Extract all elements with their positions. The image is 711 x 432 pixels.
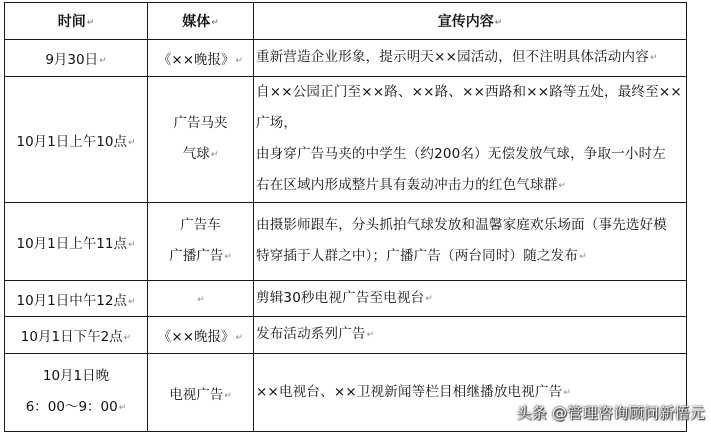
content-cell: 剪辑30秒电视广告至电视台↵: [254, 281, 687, 317]
table-row: [5, 203, 687, 281]
header-media: 媒体↵: [148, 3, 254, 40]
time-cell: 10月1日中午12点↵: [5, 281, 148, 317]
media-cell: 《××晚报》↵: [148, 317, 254, 354]
time-cell: 10月1日上午10点↵: [5, 77, 148, 203]
table-row: [5, 281, 687, 317]
media-cell: 广告车 广播广告↵: [148, 203, 254, 281]
media-cell: ↵: [148, 281, 254, 317]
content-cell: 自××公园正门至××路、××路、××西路和××路等五处，最终至××广场， 由身穿广告马夹的中学生（约200名）无偿发放气球，争取一小时左 右在区域内形成整片具有轰动冲击力的红色气球群↵: [254, 77, 687, 203]
header-content: 宣传内容↵: [254, 3, 687, 40]
content-cell: ××电视台、××卫视新闻等栏目相继播放电视广告↵: [254, 354, 687, 432]
time-cell: 9月30日↵: [5, 40, 148, 77]
content-cell: 重新营造企业形象，提示明天××园活动，但不注明具体活动内容↵: [254, 40, 687, 77]
media-cell: 《××晚报》↵: [148, 40, 254, 77]
promotion-schedule-table: [4, 2, 687, 432]
table-row: [5, 40, 687, 77]
content-cell: 发布活动系列广告↵: [254, 317, 687, 354]
header-time: 时间↵: [5, 3, 148, 40]
table-header-row: [5, 3, 687, 40]
watermark-text: 头条 @管理咨询顾问新悟元: [516, 404, 705, 422]
time-cell: 10月1日上午11点↵: [5, 203, 148, 281]
media-cell: 电视广告↵: [148, 354, 254, 432]
time-cell: 10月1日下午2点↵: [5, 317, 148, 354]
media-cell: 广告马夹 气球↵: [148, 77, 254, 203]
table-row: [5, 77, 687, 203]
content-cell: 由摄影师跟车，分头抓拍气球发放和温馨家庭欢乐场面（事先选好模 特穿插于人群之中）；广播广告（两台同时）随之发布↵: [254, 203, 687, 281]
table-row: [5, 317, 687, 354]
time-cell: 10月1日晚 6：00～9：00↵: [5, 354, 148, 432]
